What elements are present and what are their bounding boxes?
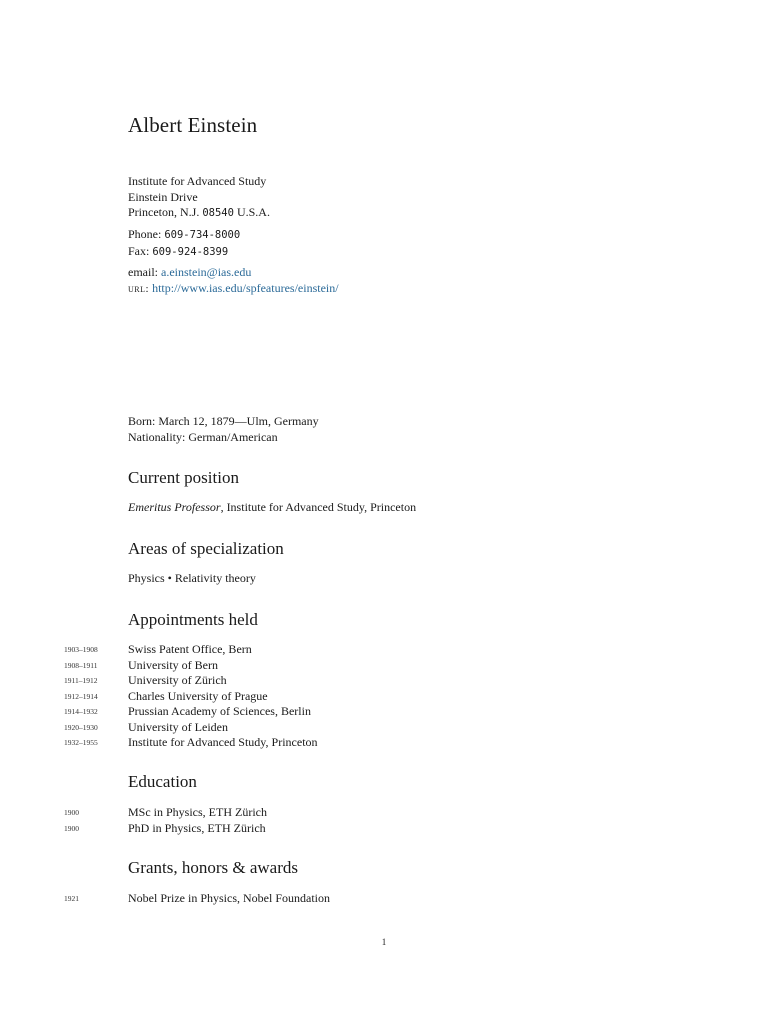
personal-info-block [128, 414, 319, 445]
education-text: MSc in Physics, ETH Zürich [128, 805, 267, 819]
education-item [0, 821, 768, 837]
phone-fax-block [128, 227, 240, 260]
address-line-2: Einstein Drive [128, 189, 198, 204]
appointment-item [0, 658, 768, 674]
phone-number: 609-734-8000 [164, 229, 241, 241]
page-number: 1 [381, 937, 387, 947]
appointment-text: Swiss Patent Office, Bern [128, 642, 252, 656]
url-link[interactable]: http://www.ias.edu/spfeatures/einstein/ [152, 280, 339, 295]
education-date: 1900 [64, 808, 79, 817]
phone-label: Phone: [128, 227, 162, 241]
current-position-entry [128, 500, 416, 516]
award-text: Nobel Prize in Physics, Nobel Foundation [128, 891, 330, 905]
appointment-text: Institute for Advanced Study, Princeton [128, 735, 318, 749]
education-text: PhD in Physics, ETH Zürich [128, 820, 266, 835]
address-country: U.S.A. [236, 205, 270, 219]
address-block [128, 174, 270, 222]
appointment-date: 1920–1930 [64, 722, 98, 732]
born-line: Born: March 12, 1879—Ulm, Germany [128, 414, 319, 428]
appointment-item [0, 673, 768, 689]
education-date: 1900 [64, 823, 79, 833]
phone-line [128, 227, 240, 244]
appointment-item [0, 720, 768, 736]
url-label: url: [128, 282, 150, 295]
fax-label: Fax: [128, 243, 150, 258]
education-item [0, 805, 768, 821]
section-title-appointments: Appointments held [128, 610, 258, 629]
appointment-item [0, 642, 768, 658]
appointment-date: 1932–1955 [64, 738, 98, 747]
appointment-date: 1914–1932 [64, 707, 98, 716]
address-zip: 08540 [202, 207, 234, 219]
appointment-date: 1908–1911 [64, 660, 98, 670]
address-city: Princeton, N.J. [128, 205, 200, 219]
address-line-1: Institute for Advanced Study [128, 174, 267, 188]
appointment-date: 1903–1908 [64, 645, 98, 654]
email-label: email: [128, 265, 158, 279]
appointment-text: Prussian Academy of Sciences, Berlin [128, 704, 311, 718]
section-title-current-position: Current position [128, 468, 239, 487]
appointment-item [0, 704, 768, 720]
award-date: 1921 [64, 894, 79, 903]
appointment-text: University of Bern [128, 657, 218, 672]
appointment-date: 1912–1914 [64, 691, 98, 701]
position-org: , Institute for Advanced Study, Princeton [220, 500, 417, 514]
email-line [128, 265, 339, 281]
appointment-date: 1911–1912 [64, 676, 98, 685]
appointment-text: University of Leiden [128, 719, 228, 734]
award-item [0, 891, 768, 907]
section-title-education: Education [128, 772, 197, 791]
appointment-item [0, 689, 768, 705]
address-line-3 [128, 205, 270, 222]
person-name: Albert Einstein [128, 113, 258, 137]
section-title-awards: Grants, honors & awards [128, 858, 298, 877]
online-contact-block [128, 265, 339, 297]
url-line [128, 281, 339, 298]
fax-number: 609-924-8399 [152, 245, 229, 258]
appointment-item [0, 735, 768, 751]
email-link[interactable]: a.einstein@ias.edu [161, 265, 252, 279]
appointment-text: University of Zürich [128, 673, 227, 687]
nationality-line: Nationality: German/American [128, 429, 278, 444]
fax-line [128, 244, 240, 261]
section-title-specialization: Areas of specialization [128, 539, 284, 558]
position-role: Emeritus Professor [128, 500, 221, 514]
appointment-text: Charles University of Prague [128, 688, 268, 703]
specialization-text: Physics • Relativity theory [128, 571, 256, 585]
